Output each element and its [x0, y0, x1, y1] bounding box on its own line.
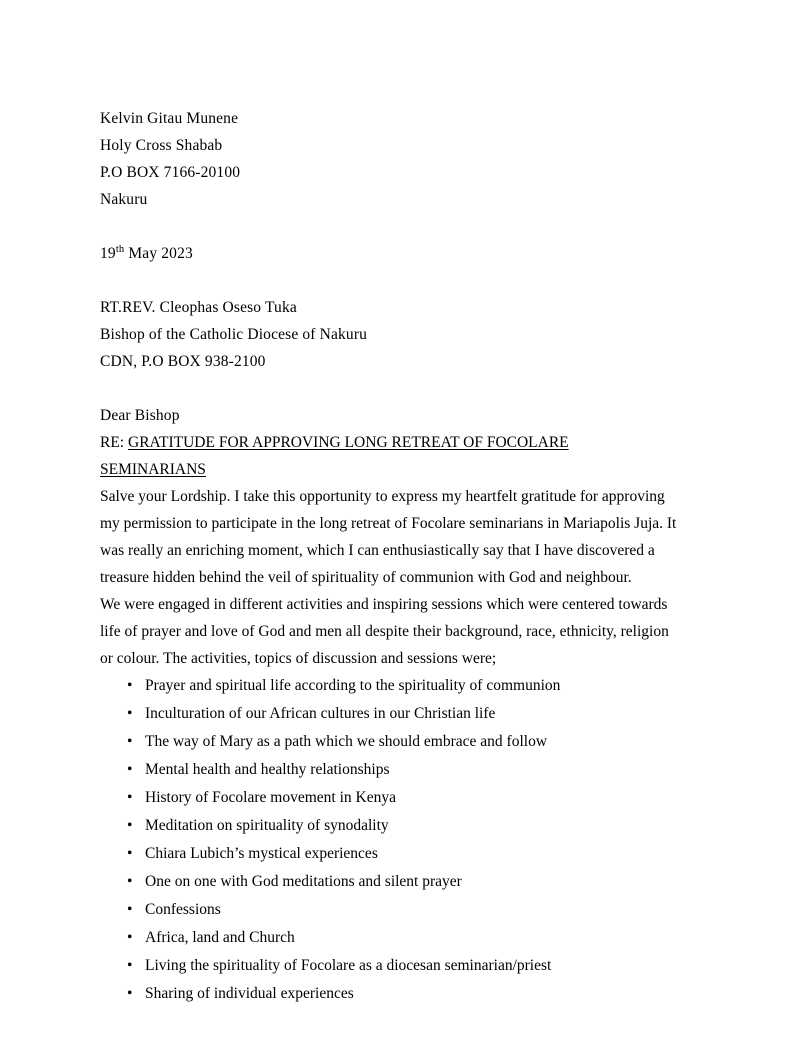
recipient-address-block — [100, 294, 678, 375]
bullet-icon: • — [127, 929, 133, 946]
sender-name: Kelvin Gitau Munene — [100, 110, 239, 127]
list-item — [100, 896, 678, 924]
list-item — [100, 868, 678, 896]
list-item-label: Living the spirituality of Focolare as a diocesan seminarian/priest — [145, 957, 552, 974]
spacer-after-sender — [100, 213, 678, 240]
topics-list — [100, 672, 678, 1008]
sender-po-box: P.O BOX 7166-20100 — [100, 164, 241, 181]
subject-prefix: RE: — [100, 434, 128, 451]
list-item-label: The way of Mary as a path which we should embrace and follow — [145, 733, 548, 750]
body-paragraph-1: Salve your Lordship. I take this opportunity to express my heartfelt gratitude for approving my permission to participate in the long retreat of Focolare seminarians in Mariapolis Juja. It was really an enriching moment, which I can enthusiastically say that I have discovered a treasure hidden behind the veil of spirituality of communion with God and neighbour. — [100, 488, 677, 586]
list-item — [100, 784, 678, 812]
sender-organization: Holy Cross Shabab — [100, 137, 223, 154]
list-item-label: Prayer and spiritual life according to the spirituality of communion — [145, 677, 561, 694]
spacer-after-recipient — [100, 375, 678, 402]
recipient-name: RT.REV. Cleophas Oseso Tuka — [100, 299, 297, 316]
list-item — [100, 672, 678, 700]
list-item — [100, 980, 678, 1008]
bullet-icon: • — [127, 845, 133, 862]
list-item — [100, 952, 678, 980]
date-ordinal-suffix: th — [115, 243, 125, 255]
list-item — [100, 700, 678, 728]
date-day: 19 — [100, 245, 116, 262]
bullet-icon: • — [127, 873, 133, 890]
sender-city: Nakuru — [100, 191, 148, 208]
list-item-label: One on one with God meditations and silent prayer — [145, 873, 462, 890]
recipient-title: Bishop of the Catholic Diocese of Nakuru — [100, 326, 368, 343]
list-item — [100, 840, 678, 868]
bullet-icon: • — [127, 733, 133, 750]
list-item-label: Mental health and healthy relationships — [145, 761, 390, 778]
list-item-label: Meditation on spirituality of synodality — [145, 817, 389, 834]
bullet-icon: • — [127, 957, 133, 974]
recipient-po-box: CDN, P.O BOX 938-2100 — [100, 353, 266, 370]
list-item-label: History of Focolare movement in Kenya — [145, 789, 396, 806]
list-item-label: Inculturation of our African cultures in our Christian life — [145, 705, 496, 722]
bullet-icon: • — [127, 817, 133, 834]
bullet-icon: • — [127, 705, 133, 722]
body-paragraph-2: We were engaged in different activities and inspiring sessions which were centered towards life of prayer and love of God and men all despite their background, race, ethnicity, religion or colour. The activities, topics of discussion and sessions were; — [100, 596, 669, 667]
sender-address-block — [100, 105, 678, 213]
date-month-year: May 2023 — [124, 245, 193, 262]
subject-text: GRATITUDE FOR APPROVING LONG RETREAT OF FOCOLARE SEMINARIANS — [100, 434, 569, 478]
list-item — [100, 728, 678, 756]
list-item — [100, 924, 678, 952]
bullet-icon: • — [127, 789, 133, 806]
letter-date — [100, 240, 678, 267]
bullet-icon: • — [127, 985, 133, 1002]
list-item — [100, 756, 678, 784]
list-item-label: Africa, land and Church — [145, 929, 295, 946]
salutation: Dear Bishop — [100, 407, 180, 424]
bullet-icon: • — [127, 677, 133, 694]
spacer-after-date — [100, 267, 678, 294]
list-item-label: Chiara Lubich’s mystical experiences — [145, 845, 378, 862]
list-item-label: Sharing of individual experiences — [145, 985, 354, 1002]
subject-line — [100, 429, 678, 483]
list-item-label: Confessions — [145, 901, 221, 918]
bullet-icon: • — [127, 901, 133, 918]
bullet-icon: • — [127, 761, 133, 778]
list-item — [100, 812, 678, 840]
